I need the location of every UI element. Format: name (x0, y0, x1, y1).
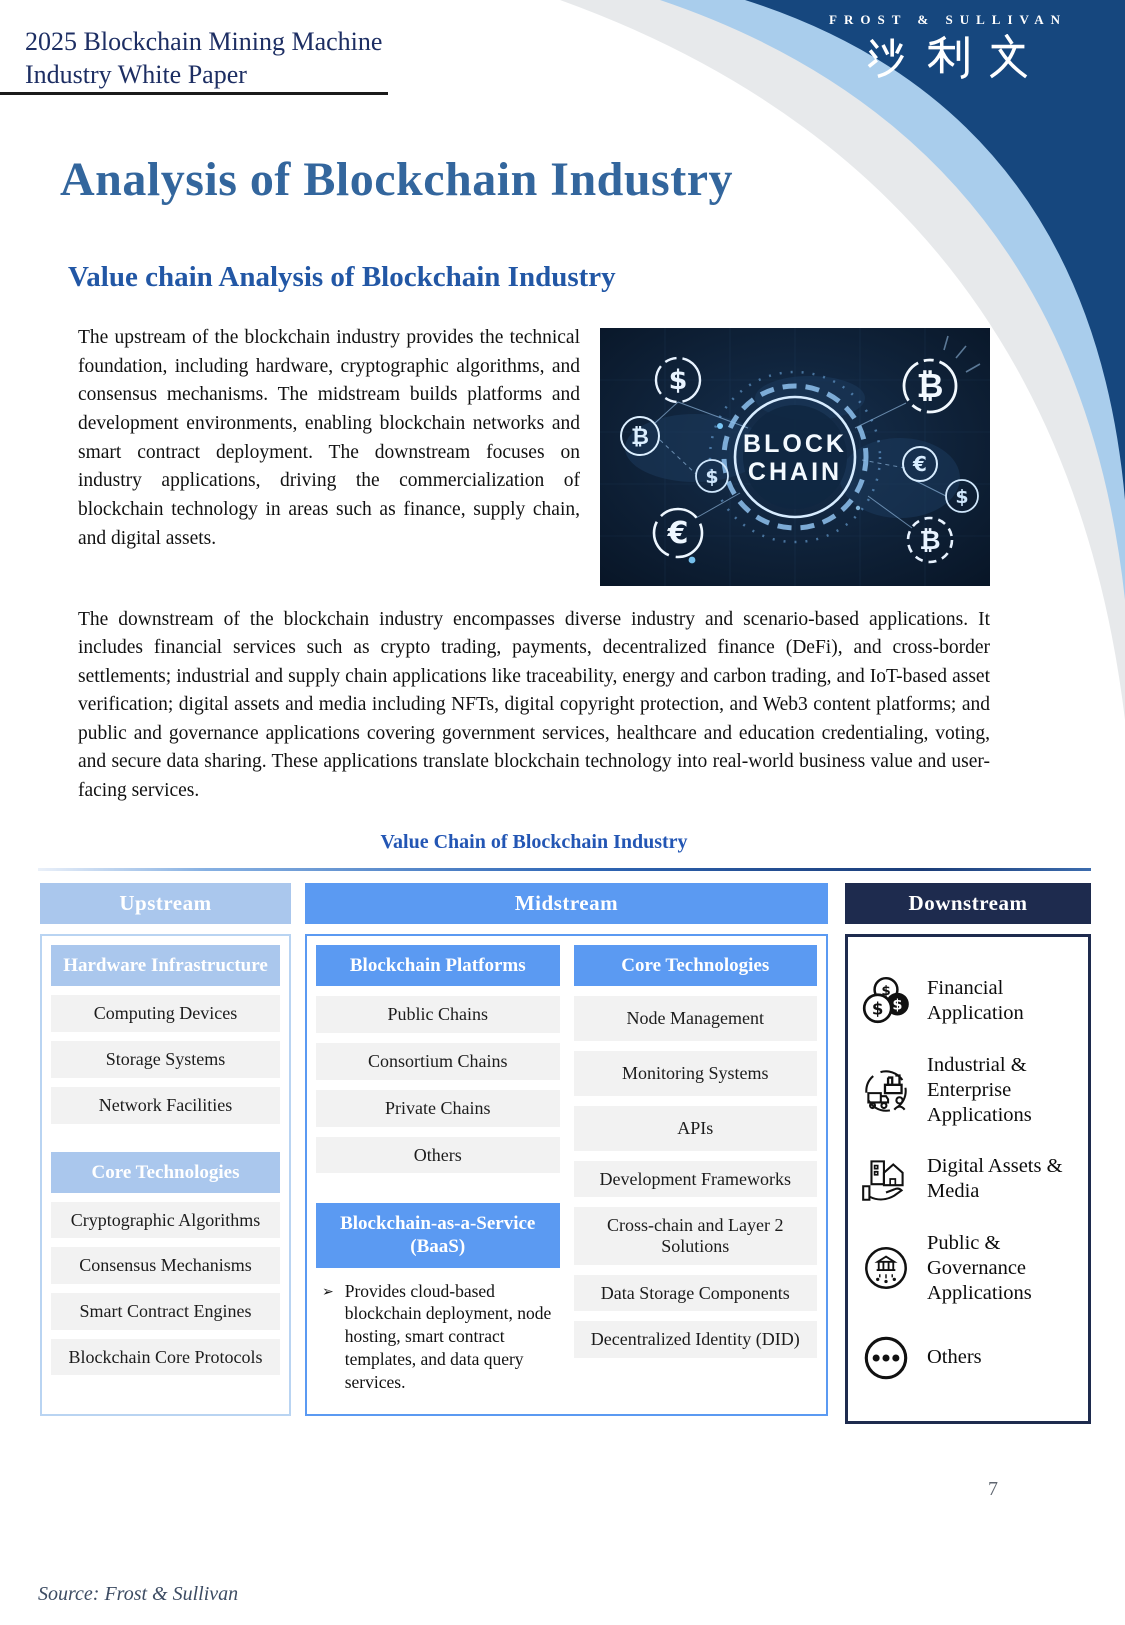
title-underline (0, 92, 388, 95)
downstream-item-financial (858, 973, 1078, 1029)
chain-item-computing-devices: Computing Devices (51, 995, 280, 1032)
coins-icon (858, 973, 914, 1029)
midstream-right-column (574, 945, 818, 1405)
spacer (51, 1133, 280, 1143)
downstream-item-governance (858, 1231, 1078, 1306)
paragraph-upstream-overview: The upstream of the blockchain industry provides the technical foundation, including hardware, cryptographic algorithms, and consensus mechanisms. The midstream builds platforms and development environments, enabling blockchain networks and smart contract deployment. The downstream focuses on industry applications, driving the commercialization of blockchain technology in areas such as finance, supply chain, and digital assets. (78, 327, 580, 549)
figure-divider-line (38, 868, 1091, 871)
coin-icon: $ (668, 365, 688, 396)
downstream-item-digital-assets (858, 1151, 1078, 1207)
buildings-hand-icon (858, 1151, 914, 1207)
downstream-item-others (858, 1330, 1078, 1386)
coin-icon: € (667, 516, 689, 551)
paragraph-downstream-overview: The downstream of the blockchain industry encompasses diverse industry and scenario-based applications. It includes financial services such as crypto trading, payments, decentralized finance (DeFi), and cross-border settlements; industrial and supply chain applications like traceability, energy and carbon trading, and IoT-based asset verification; digital assets and media including NFTs, digital copyright protection, and Web3 content platforms; and public and governance applications covering government services, healthcare and education credentialing, voting, and secure data sharing. These applications translate blockchain technology into real-world business value and user-facing services. (78, 609, 990, 801)
midstream-subheader-core-tech: Core Technologies (574, 945, 818, 986)
coin-icon: € (913, 452, 927, 476)
downstream-item-label: Digital Assets & Media (927, 1155, 1063, 1203)
midstream-container (305, 934, 828, 1416)
upstream-header: Upstream (40, 883, 291, 924)
hero-center-text-line1: BLOCK (743, 430, 847, 458)
chain-item-development-frameworks: Development Frameworks (574, 1161, 818, 1198)
source-note: Source: Frost & Sullivan (38, 1583, 239, 1605)
chain-item-data-storage-components: Data Storage Components (574, 1275, 818, 1312)
chain-item-blockchain-core-protocols: Blockchain Core Protocols (51, 1339, 280, 1376)
chain-item-smart-contract-engines: Smart Contract Engines (51, 1293, 280, 1330)
document-title-line2: Industry White Paper (25, 59, 247, 89)
figure-caption: Value Chain of Blockchain Industry (380, 831, 688, 854)
chain-item-decentralized-identity: Decentralized Identity (DID) (574, 1321, 818, 1358)
document-title (25, 26, 382, 91)
section-title: Value chain Analysis of Blockchain Industry (68, 261, 616, 293)
midstream-left-column (316, 945, 560, 1405)
svg-text:$: $ (892, 997, 903, 1014)
chain-item-public-chains: Public Chains (316, 996, 560, 1033)
hero-center-text-line2: CHAIN (747, 458, 843, 486)
frost-sullivan-logo (829, 12, 1067, 80)
downstream-item-label: Industrial & Enterprise Applications (927, 1053, 1032, 1126)
baas-bullet (316, 1278, 560, 1394)
ellipsis-icon (858, 1330, 914, 1386)
midstream-subheader-platforms: Blockchain Platforms (316, 945, 560, 986)
downstream-container (845, 934, 1091, 1424)
upstream-subheader-core-tech: Core Technologies (51, 1152, 280, 1193)
chain-item-consensus-mechanisms: Consensus Mechanisms (51, 1247, 280, 1284)
chain-item-consortium-chains: Consortium Chains (316, 1043, 560, 1080)
baas-bullet-text: Provides cloud-based blockchain deployment, node hosting, smart contract templates, and data query services. (344, 1280, 552, 1392)
arrow-bullet-icon: ➢ (322, 1283, 334, 1300)
coin-icon: $ (705, 466, 719, 488)
downstream-item-label: Financial Application (927, 976, 1024, 1024)
upstream-subheader-hardware: Hardware Infrastructure (51, 945, 280, 986)
spacer (316, 1183, 560, 1193)
downstream-item-label: Public & Governance Applications (927, 1231, 1032, 1304)
government-icon (858, 1240, 914, 1296)
svg-text:$: $ (881, 982, 891, 999)
downstream-header: Downstream (845, 883, 1091, 924)
chain-item-monitoring-systems: Monitoring Systems (574, 1051, 818, 1096)
chain-item-cryptographic-algorithms: Cryptographic Algorithms (51, 1202, 280, 1239)
value-chain-diagram (40, 883, 1091, 1424)
page-title: Analysis of Blockchain Industry (60, 153, 733, 206)
column-upstream (40, 883, 291, 1424)
midstream-subheader-baas: Blockchain-as-a-Service (BaaS) (316, 1203, 560, 1267)
coin-icon: $ (955, 486, 969, 508)
document-title-line1: 2025 Blockchain Mining Machine (25, 27, 383, 56)
column-downstream (845, 883, 1091, 1424)
brand-cn-glyphs-icon (829, 34, 1067, 80)
chain-item-network-facilities: Network Facilities (51, 1087, 280, 1124)
coin-icon: ₿ (919, 526, 941, 556)
coin-icon: ₿ (631, 425, 649, 450)
column-midstream (305, 883, 828, 1424)
chain-item-apis: APIs (574, 1106, 818, 1151)
downstream-item-label: Others (927, 1346, 982, 1369)
upstream-container (40, 934, 291, 1416)
page-number: 7 (988, 1478, 998, 1500)
intro-row (78, 324, 990, 586)
hero-blockchain-image (600, 328, 990, 586)
chain-item-node-management: Node Management (574, 996, 818, 1041)
midstream-header: Midstream (305, 883, 828, 924)
brand-name-en: FROST & SULLIVAN (829, 12, 1067, 27)
industry-icon (858, 1062, 914, 1118)
downstream-item-industrial (858, 1053, 1078, 1128)
chain-item-others: Others (316, 1137, 560, 1174)
chain-item-private-chains: Private Chains (316, 1090, 560, 1127)
svg-text:$: $ (871, 999, 884, 1019)
chain-item-storage-systems: Storage Systems (51, 1041, 280, 1078)
chain-item-cross-chain-layer2: Cross-chain and Layer 2 Solutions (574, 1207, 818, 1264)
coin-icon: ₿ (916, 366, 944, 405)
